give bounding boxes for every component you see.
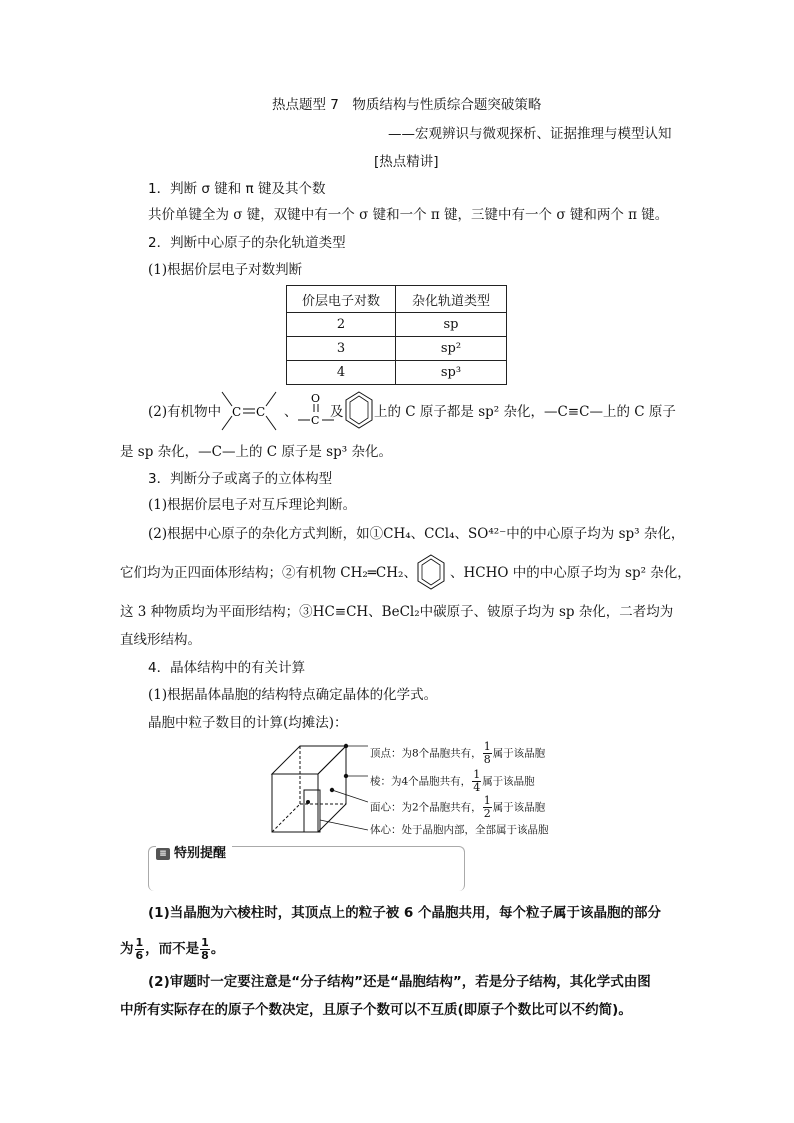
table-header: 价层电子对数 (287, 286, 396, 313)
fraction-numerator: 1 (201, 935, 209, 949)
table-cell: 4 (287, 361, 396, 385)
note-paragraph-1-line-1: (1)当晶胞为六棱柱时，其顶点上的粒子被 6 个晶胞共用，每个粒子属于该晶胞的部分 (148, 905, 662, 921)
svg-text:C: C (256, 405, 266, 419)
fraction-numerator: 1 (135, 935, 144, 949)
fraction (472, 769, 481, 794)
body-center-label: 体心：处于晶胞内部，全部属于该晶胞 (370, 824, 549, 836)
paragraph-3-line-2a: 它们均为正四面体形结构；②有机物 CH₂═CH₂、 (120, 565, 417, 581)
fraction-numerator: 1 (483, 740, 491, 753)
note-text: ，而不是 (145, 941, 200, 957)
paragraph-1: 共价单键全为 σ 键，双键中有一个 σ 键和一个 π 键，三键中有一个 σ 键和两个 π 键。 (148, 207, 669, 223)
section-label: [热点精讲] (374, 154, 439, 170)
fraction (200, 937, 210, 962)
table-cell: sp² (396, 337, 507, 361)
hybridization-table (286, 285, 507, 385)
fraction-denominator: 4 (473, 781, 481, 794)
fraction-numerator: 1 (483, 794, 491, 807)
conjunction-text: 及 (330, 404, 344, 420)
note-paragraph-1-line-2 (120, 934, 224, 964)
fraction-numerator: 1 (473, 768, 481, 781)
note-heading (156, 842, 232, 861)
benzene-ring-icon (416, 553, 446, 591)
note-text: 为 (120, 941, 134, 957)
fraction (483, 795, 492, 820)
note-title: 特别提醒 (174, 846, 227, 861)
sub-heading-4-2: 晶胞中粒子数目的计算(均摊法)： (148, 715, 348, 731)
sub-heading-2-2-end: 上的 C 原子都是 sp² 杂化，—C≡C—上的 C 原子 (374, 404, 676, 420)
table-row (287, 313, 507, 337)
table-header: 杂化轨道类型 (396, 286, 507, 313)
face-center-label-suffix: 属于该晶胞 (492, 801, 546, 814)
vertex-label-suffix: 属于该晶胞 (492, 747, 546, 760)
edge-label-suffix: 属于该晶胞 (482, 775, 535, 788)
face-center-label (370, 795, 545, 820)
page-subtitle: ——宏观辨识与微观探析、证据推理与模型认知 (388, 126, 672, 142)
fraction-denominator: 8 (201, 948, 209, 962)
note-list-icon: ≡ (156, 848, 170, 860)
paragraph-3-line-1: (2)根据中心原子的杂化方式判断，如①CH₄、CCl₄、SO⁴²⁻中的中心原子均为 sp³ 杂化， (148, 526, 685, 542)
heading-2: 2．判断中心原子的杂化轨道类型 (148, 235, 346, 251)
fraction (483, 741, 492, 766)
heading-3: 3．判断分子或离子的立体构型 (148, 471, 333, 487)
page-title: 热点题型 7 物质结构与性质综合题突破策略 (272, 97, 542, 113)
paragraph-2-2: 是 sp 杂化，—C—上的 C 原子是 sp³ 杂化。 (120, 444, 392, 460)
fraction (135, 937, 145, 962)
table-cell: 3 (287, 337, 396, 361)
paragraph-3-line-4: 直线形结构。 (120, 632, 201, 648)
edge-label (370, 769, 535, 794)
benzene-ring-icon (344, 390, 374, 430)
heading-1: 1．判断 σ 键和 π 键及其个数 (148, 181, 326, 197)
table-header-row (287, 286, 507, 313)
fraction-denominator: 2 (483, 807, 491, 820)
table-cell: sp (396, 313, 507, 337)
svg-text:C: C (311, 414, 320, 427)
unit-cell-diagram (268, 740, 368, 836)
table-cell: 2 (287, 313, 396, 337)
svg-text:C: C (232, 405, 242, 419)
svg-text:O: O (311, 392, 321, 405)
sub-heading-2-2-start: (2)有机物中 (148, 404, 222, 420)
edge-label-text: 棱：为4个晶胞共有， (370, 775, 472, 788)
sub-heading-2-1: (1)根据价层电子对数判断 (148, 262, 303, 278)
note-text: 。 (210, 941, 225, 957)
fraction-denominator: 6 (135, 948, 144, 962)
note-paragraph-2-line-2: 中所有实际存在的原子个数决定，且原子个数可以不互质(即原子个数比可以不约简)。 (120, 1002, 632, 1018)
heading-4: 4．晶体结构中的有关计算 (148, 660, 306, 676)
table-cell: sp³ (396, 361, 507, 385)
separator-text: 、 (284, 404, 298, 420)
sub-heading-3-1: (1)根据价层电子对互斥理论判断。 (148, 497, 357, 513)
table-row (287, 337, 507, 361)
paragraph-3-line-3: 这 3 种物质均为平面形结构；③HC≡CH、BeCl₂中碳原子、铍原子均为 sp 杂化，二者均为 (120, 604, 674, 620)
paragraph-3-line-2b: 、HCHO 中的中心原子均为 sp² 杂化， (450, 565, 691, 581)
table-row (287, 361, 507, 385)
vertex-label (370, 741, 545, 766)
vertex-label-text: 顶点：为8个晶胞共有， (370, 747, 482, 760)
alkene-structure-icon (216, 388, 282, 434)
fraction-denominator: 8 (483, 753, 491, 766)
face-center-label-text: 面心：为2个晶胞共有， (370, 801, 482, 814)
sub-heading-4-1: (1)根据晶体晶胞的结构特点确定晶体的化学式。 (148, 687, 438, 703)
note-paragraph-2-line-1: (2)审题时一定要注意是“分子结构”还是“晶胞结构”，若是分子结构，其化学式由图 (148, 974, 651, 990)
